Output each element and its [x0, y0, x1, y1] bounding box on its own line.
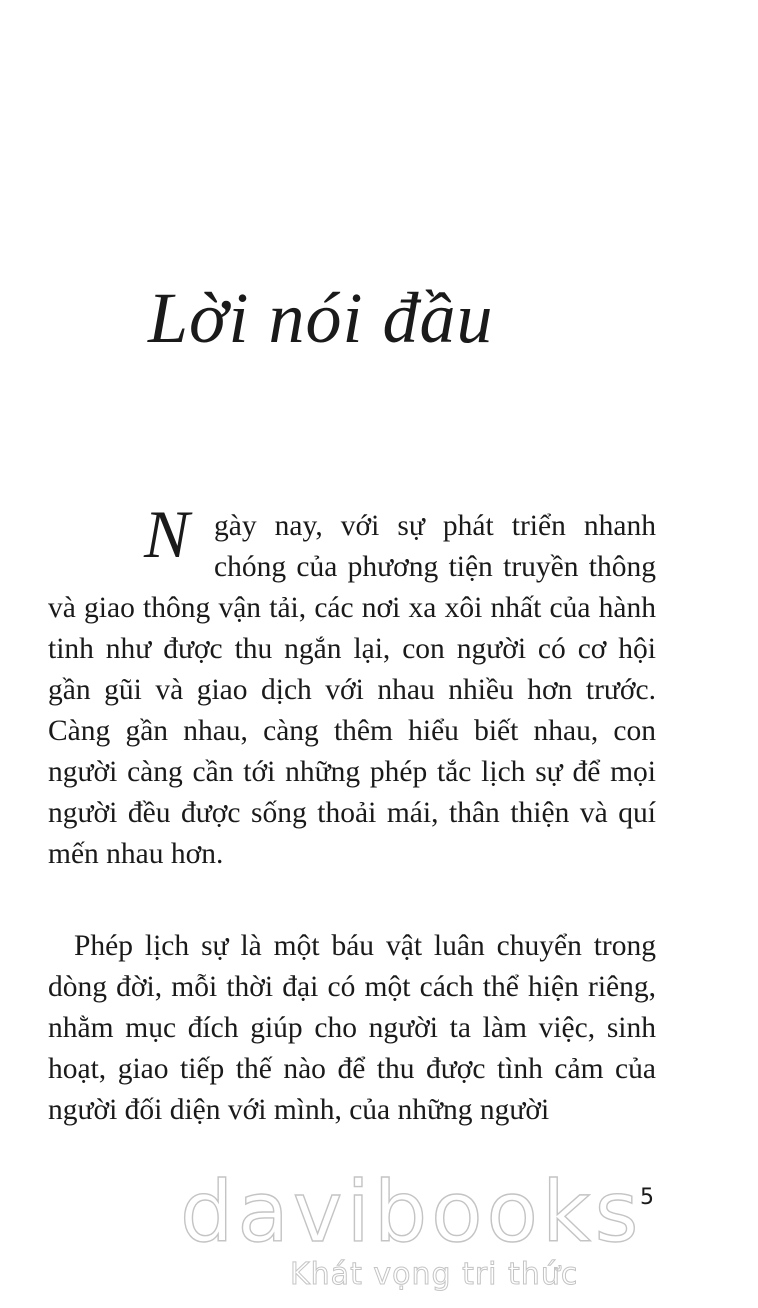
watermark-slogan: Khát vọng tri thức — [290, 1257, 579, 1292]
page-number: 5 — [640, 1185, 654, 1210]
drop-cap: N — [144, 496, 190, 572]
watermark-logo: davibooks — [180, 1163, 643, 1261]
paragraph-1-text: gày nay, với sự phát triển nhanh chóng của phương tiện truyền thông và giao thông vận tải, các nơi xa xôi nhất của hành tinh như được thu ngắn lại, con người có cơ hội gần gũi và giao dịch với nhau nhiều hơn trước. Càng gần nhau, càng thêm hiểu biết nhau, con người càng cần tới những phép tắc lịch sự để mọi người đều được sống thoải mái, thân thiện và quí mến nhau hơn. — [48, 510, 656, 870]
paragraph-1 — [48, 496, 656, 875]
drop-cap-container — [144, 496, 210, 572]
chapter-title: Lời nói đầu — [148, 278, 494, 358]
paragraph-2: Phép lịch sự là một báu vật luân chuyển trong dòng đời, mỗi thời đại có một cách thể hiện riêng, nhằm mục đích giúp cho người ta làm việc, sinh hoạt, giao tiếp thế nào để thu được tình cảm của người đối diện với mình, của những người — [48, 930, 656, 1126]
